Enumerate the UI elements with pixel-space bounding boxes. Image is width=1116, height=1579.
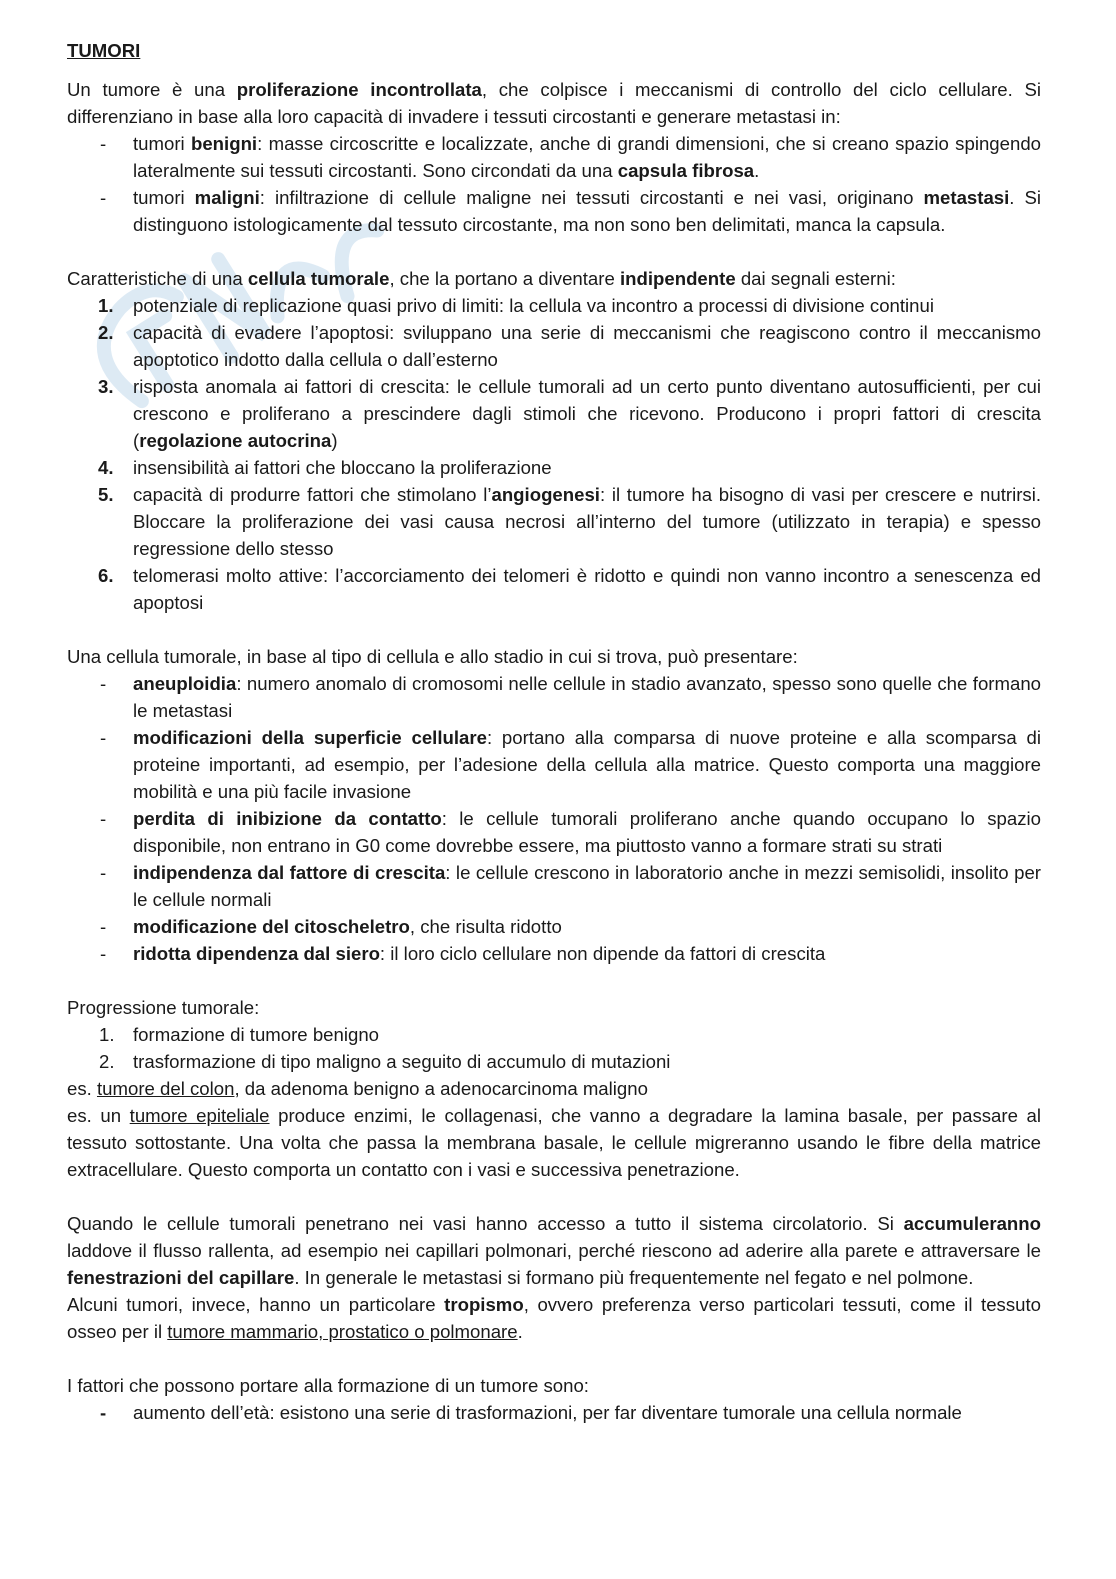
list-item: 5. capacità di produrre fattori che stimolano l’angiogenesi: il tumore ha bisogno di vasi per crescere e nutrirsi. Bloccare la proliferazione dei vasi causa necrosi all’interno del tumore (utilizzato in terapia) e spesso regressione dello stesso: [98, 484, 1042, 559]
page-title: TUMORI: [67, 40, 141, 61]
list-item: - tumori maligni: infiltrazione di cellule maligne nei tessuti circostanti e nei vasi, originano metastasi. Si distinguono istologicamente dal tessuto circostante, ma non sono ben delimitati, manca la capsula.: [100, 187, 1042, 235]
list-item: 2. trasformazione di tipo maligno a seguito di accumulo di mutazioni: [99, 1051, 671, 1072]
list-item: 2. capacità di evadere l’apoptosi: sviluppano una serie di meccanismi che reagiscono contro il meccanismo apoptotico indotto dalla cellula o dall’esterno: [98, 322, 1041, 370]
list-item: - aumento dell’età: esistono una serie di trasformazioni, per far diventare tumorale una cellula normale: [100, 1402, 962, 1423]
traits-intro: Una cellula tumorale, in base al tipo di cellula e allo stadio in cui si trova, può presentare:: [67, 646, 798, 667]
list-item: 1. potenziale di replicazione quasi privo di limiti: la cellula va incontro a processi di divisione continui: [98, 295, 934, 316]
metastasis-paragraph: Quando le cellule tumorali penetrano nei vasi hanno accesso a tutto il sistema circolatorio. Si accumuleranno laddove il flusso rallenta, ad esempio nei capillari polmonari, perché riescono ad aderire alla parete e attraversare le fenestrazioni del capillare. In generale le metastasi si formano più frequentemente nel fegato e nel polmone.: [67, 1213, 1041, 1288]
list-item: 4. insensibilità ai fattori che bloccano la proliferazione: [98, 457, 552, 478]
list-item: - perdita di inibizione da contatto: le cellule tumorali proliferano anche quando occupano lo spazio disponibile, non entrano in G0 come dovrebbe essere, ma piuttosto vanno a formare strati su strati: [100, 808, 1041, 856]
progression-intro: Progressione tumorale:: [67, 997, 260, 1018]
list-item: 1. formazione di tumore benigno: [99, 1024, 379, 1045]
content: [67, 37, 1041, 1426]
factors-intro: I fattori che possono portare alla formazione di un tumore sono:: [67, 1375, 589, 1396]
tropism-paragraph: Alcuni tumori, invece, hanno un particolare tropismo, ovvero preferenza verso particolari tessuti, come il tessuto osseo per il tumore mammario, prostatico o polmonare.: [67, 1294, 1041, 1342]
list-item: - tumori benigni: masse circoscritte e localizzate, anche di grandi dimensioni, che si creano spazio spingendo lateralmente sui tessuti circostanti. Sono circondati da una capsula fibrosa.: [100, 133, 1041, 181]
list-item: 6. telomerasi molto attive: l’accorciamento dei telomeri è ridotto e quindi non vanno incontro a senescenza ed apoptosi: [98, 565, 1041, 613]
list-item: 3. risposta anomala ai fattori di crescita: le cellule tumorali ad un certo punto diventano autosufficienti, per cui crescono e proliferano a prescindere dagli stimoli che ricevono. Producono i propri fattori di crescita (regolazione autocrina): [98, 376, 1041, 451]
list-item: - ridotta dipendenza dal siero: il loro ciclo cellulare non dipende da fattori di crescita: [100, 943, 826, 964]
features-intro: Caratteristiche di una cellula tumorale, che la portano a diventare indipendente dai segnali esterni:: [67, 268, 896, 289]
list-item: - modificazioni della superficie cellulare: portano alla comparsa di nuove proteine e alla scomparsa di proteine importanti, ad esempio, per l’adesione della cellula alla matrice. Questo comporta una maggiore mobilità e una più facile invasione: [100, 727, 1041, 802]
example-colon: es. tumore del colon, da adenoma benigno a adenocarcinoma maligno: [67, 1078, 648, 1099]
example-epithelial: es. un tumore epiteliale produce enzimi, le collagenasi, che vanno a degradare la lamina basale, per passare al tessuto sottostante. Una volta che passa la membrana basale, le cellule migreranno usando le fibre della matrice extracellulare. Questo comporta un contatto con i vasi e successiva penetrazione.: [67, 1105, 1041, 1180]
list-item: - indipendenza dal fattore di crescita: le cellule crescono in laboratorio anche in mezzi semisolidi, insolito per le cellule normali: [100, 862, 1041, 910]
list-item: - aneuploidia: numero anomalo di cromosomi nelle cellule in stadio avanzato, spesso sono quelle che formano le metastasi: [100, 673, 1041, 721]
intro-paragraph: Un tumore è una proliferazione incontrollata, che colpisce i meccanismi di controllo del ciclo cellulare. Si differenziano in base alla loro capacità di invadere i tessuti circostanti e generare metastasi in:: [67, 79, 1041, 127]
list-item: - modificazione del citoscheletro, che risulta ridotto: [100, 916, 562, 937]
